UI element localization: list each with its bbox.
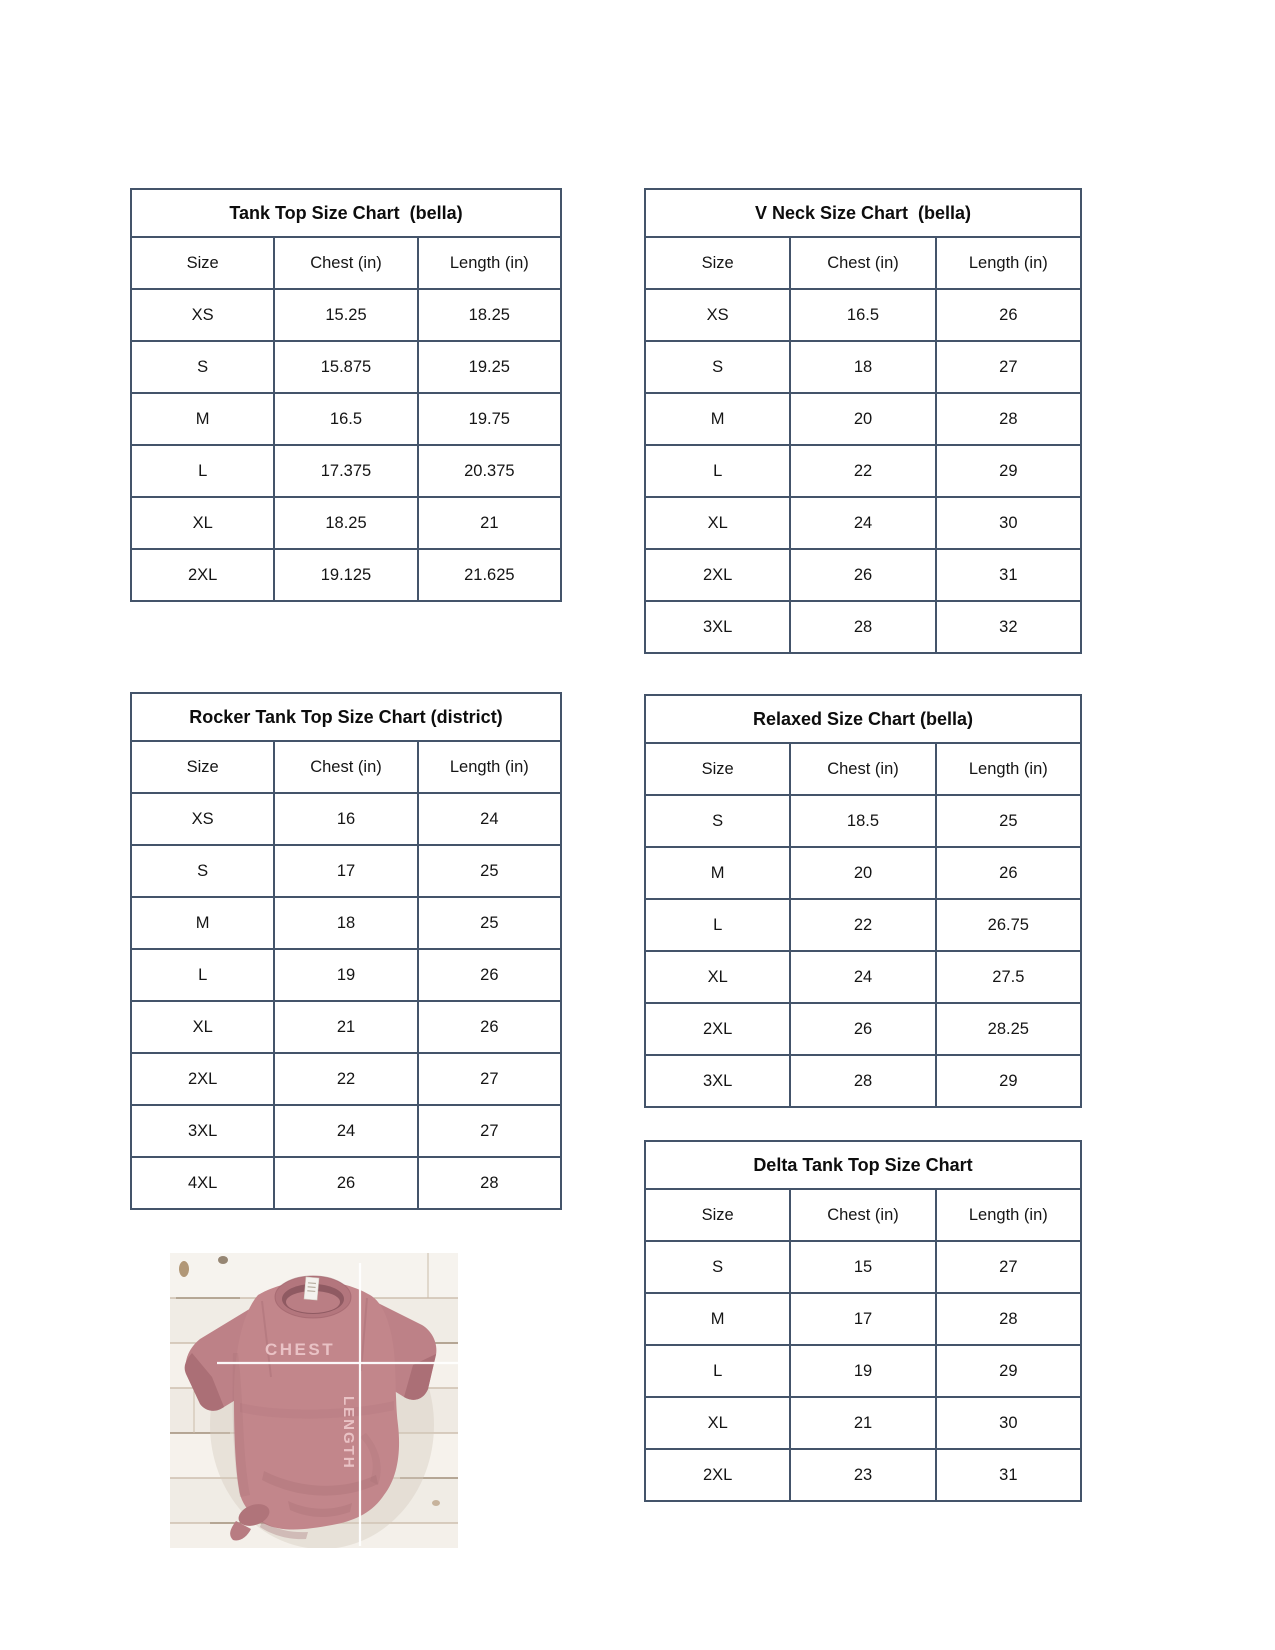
header-row: [131, 741, 561, 793]
table-row: [131, 1053, 561, 1105]
table-row: [645, 1397, 1081, 1449]
column-header-size: Size: [645, 237, 790, 289]
table-cell: 19.75: [418, 393, 561, 445]
table-cell: 22: [790, 899, 935, 951]
header-row: [645, 237, 1081, 289]
table-cell: 2XL: [131, 549, 274, 601]
table-cell: S: [645, 341, 790, 393]
table-cell: 26: [936, 847, 1081, 899]
table-cell: 20: [790, 393, 935, 445]
table-cell: 26: [418, 1001, 561, 1053]
table-cell: M: [645, 847, 790, 899]
title-row: [131, 189, 561, 237]
table-body: [645, 795, 1081, 1107]
table-cell: 27.5: [936, 951, 1081, 1003]
table-row: [645, 899, 1081, 951]
table-cell: 18: [274, 897, 417, 949]
header-row: [645, 1189, 1081, 1241]
table-cell: 26.75: [936, 899, 1081, 951]
table-cell: 20: [790, 847, 935, 899]
table-cell: 2XL: [645, 1003, 790, 1055]
table-row: [645, 341, 1081, 393]
table-title: Delta Tank Top Size Chart: [645, 1141, 1081, 1189]
wood-knot: [432, 1500, 440, 1506]
table-cell: 24: [274, 1105, 417, 1157]
table-row: [645, 497, 1081, 549]
table-cell: 24: [790, 951, 935, 1003]
column-header-chest: Chest (in): [274, 237, 417, 289]
table-cell: 18.25: [418, 289, 561, 341]
table-cell: 25: [418, 845, 561, 897]
table-cell: 28: [936, 393, 1081, 445]
table-cell: L: [645, 445, 790, 497]
table-cell: 2XL: [645, 549, 790, 601]
title-row: [645, 1141, 1081, 1189]
table-cell: 29: [936, 1345, 1081, 1397]
table-cell: 21: [418, 497, 561, 549]
table-cell: 28: [790, 1055, 935, 1107]
table-cell: S: [131, 845, 274, 897]
table-title: V Neck Size Chart (bella): [645, 189, 1081, 237]
table-cell: 27: [418, 1105, 561, 1157]
column-header-chest: Chest (in): [274, 741, 417, 793]
tshirt-measurement-photo: [170, 1253, 458, 1548]
table-cell: XS: [131, 793, 274, 845]
table-row: [131, 549, 561, 601]
table-cell: 31: [936, 1449, 1081, 1501]
table-cell: 28: [936, 1293, 1081, 1345]
column-header-length: Length (in): [936, 1189, 1081, 1241]
table-cell: 18.5: [790, 795, 935, 847]
wood-knot: [179, 1261, 189, 1277]
table-row: [645, 1345, 1081, 1397]
title-row: [131, 693, 561, 741]
table-cell: 27: [936, 1241, 1081, 1293]
table-cell: 28: [418, 1157, 561, 1209]
column-header-size: Size: [645, 743, 790, 795]
column-header-chest: Chest (in): [790, 237, 935, 289]
table-cell: 21.625: [418, 549, 561, 601]
column-header-size: Size: [131, 237, 274, 289]
size-chart-delta-tank-top: [644, 1140, 1082, 1502]
table-cell: S: [645, 1241, 790, 1293]
table-cell: 19: [274, 949, 417, 1001]
table-row: [645, 393, 1081, 445]
table-cell: 27: [418, 1053, 561, 1105]
table-cell: 15: [790, 1241, 935, 1293]
table-row: [131, 497, 561, 549]
table-cell: XL: [645, 497, 790, 549]
table-title: Tank Top Size Chart (bella): [131, 189, 561, 237]
table-cell: M: [645, 393, 790, 445]
size-chart-rocker-tank-top: [130, 692, 562, 1210]
table-cell: 3XL: [645, 601, 790, 653]
table-cell: 32: [936, 601, 1081, 653]
table-row: [645, 289, 1081, 341]
table-cell: L: [131, 949, 274, 1001]
table-row: [645, 951, 1081, 1003]
table-cell: XL: [645, 1397, 790, 1449]
table-row: [131, 793, 561, 845]
table-row: [645, 601, 1081, 653]
table-cell: 26: [936, 289, 1081, 341]
title-row: [645, 189, 1081, 237]
shirt-photo: [170, 1253, 458, 1548]
table-row: [131, 1105, 561, 1157]
size-chart-v-neck: [644, 188, 1082, 654]
table-title: Relaxed Size Chart (bella): [645, 695, 1081, 743]
table-body: [645, 1241, 1081, 1501]
table-body: [645, 289, 1081, 653]
table-cell: S: [645, 795, 790, 847]
title-row: [645, 695, 1081, 743]
table-cell: L: [131, 445, 274, 497]
column-header-length: Length (in): [418, 741, 561, 793]
table-cell: 31: [936, 549, 1081, 601]
table-cell: 26: [790, 549, 935, 601]
table-cell: 3XL: [645, 1055, 790, 1107]
table-row: [645, 1241, 1081, 1293]
table-row: [131, 289, 561, 341]
table-cell: 26: [790, 1003, 935, 1055]
table-cell: M: [645, 1293, 790, 1345]
table-row: [645, 549, 1081, 601]
table-cell: 26: [274, 1157, 417, 1209]
table-row: [131, 341, 561, 393]
table-cell: 15.25: [274, 289, 417, 341]
table-cell: 24: [418, 793, 561, 845]
table-row: [645, 795, 1081, 847]
column-header-size: Size: [645, 1189, 790, 1241]
table-cell: 21: [274, 1001, 417, 1053]
table-cell: 26: [418, 949, 561, 1001]
header-row: [645, 743, 1081, 795]
table-cell: 17: [274, 845, 417, 897]
header-row: [131, 237, 561, 289]
table-cell: 23: [790, 1449, 935, 1501]
table-cell: XL: [131, 1001, 274, 1053]
column-header-size: Size: [131, 741, 274, 793]
table-cell: 25: [418, 897, 561, 949]
table-row: [131, 845, 561, 897]
table-cell: 28.25: [936, 1003, 1081, 1055]
table-cell: 17.375: [274, 445, 417, 497]
table-cell: 19: [790, 1345, 935, 1397]
care-tag: [304, 1277, 319, 1300]
table-cell: M: [131, 393, 274, 445]
table-cell: 30: [936, 1397, 1081, 1449]
table-cell: 30: [936, 497, 1081, 549]
table-cell: 24: [790, 497, 935, 549]
column-header-length: Length (in): [418, 237, 561, 289]
table-row: [645, 1003, 1081, 1055]
column-header-length: Length (in): [936, 237, 1081, 289]
table-cell: S: [131, 341, 274, 393]
table-body: [131, 289, 561, 601]
table-cell: 19.125: [274, 549, 417, 601]
table-row: [131, 949, 561, 1001]
table-row: [645, 445, 1081, 497]
column-header-chest: Chest (in): [790, 1189, 935, 1241]
table-cell: XS: [131, 289, 274, 341]
table-cell: 2XL: [131, 1053, 274, 1105]
column-header-length: Length (in): [936, 743, 1081, 795]
table-body: [131, 793, 561, 1209]
table-cell: 18: [790, 341, 935, 393]
table-cell: XL: [645, 951, 790, 1003]
table-row: [645, 1293, 1081, 1345]
size-chart-relaxed: [644, 694, 1082, 1108]
table-cell: 3XL: [131, 1105, 274, 1157]
table-cell: 18.25: [274, 497, 417, 549]
wood-knot: [218, 1256, 228, 1264]
table-row: [131, 1157, 561, 1209]
table-cell: 29: [936, 445, 1081, 497]
table-cell: 2XL: [645, 1449, 790, 1501]
table-cell: XL: [131, 497, 274, 549]
table-row: [131, 897, 561, 949]
table-cell: M: [131, 897, 274, 949]
table-cell: 22: [790, 445, 935, 497]
table-cell: 16.5: [274, 393, 417, 445]
table-cell: 19.25: [418, 341, 561, 393]
table-row: [645, 1055, 1081, 1107]
table-cell: 28: [790, 601, 935, 653]
column-header-chest: Chest (in): [790, 743, 935, 795]
table-cell: 25: [936, 795, 1081, 847]
table-row: [645, 847, 1081, 899]
table-cell: 29: [936, 1055, 1081, 1107]
table-cell: XS: [645, 289, 790, 341]
table-row: [131, 1001, 561, 1053]
table-cell: 27: [936, 341, 1081, 393]
table-row: [645, 1449, 1081, 1501]
length-label: LENGTH: [340, 1396, 357, 1470]
chest-label: CHEST: [265, 1340, 336, 1359]
table-cell: 4XL: [131, 1157, 274, 1209]
table-cell: 15.875: [274, 341, 417, 393]
table-cell: L: [645, 1345, 790, 1397]
table-cell: 20.375: [418, 445, 561, 497]
table-cell: L: [645, 899, 790, 951]
table-cell: 16: [274, 793, 417, 845]
table-cell: 21: [790, 1397, 935, 1449]
size-chart-tank-top: [130, 188, 562, 602]
table-cell: 16.5: [790, 289, 935, 341]
table-cell: 17: [790, 1293, 935, 1345]
table-cell: 22: [274, 1053, 417, 1105]
table-row: [131, 445, 561, 497]
table-row: [131, 393, 561, 445]
table-title: Rocker Tank Top Size Chart (district): [131, 693, 561, 741]
